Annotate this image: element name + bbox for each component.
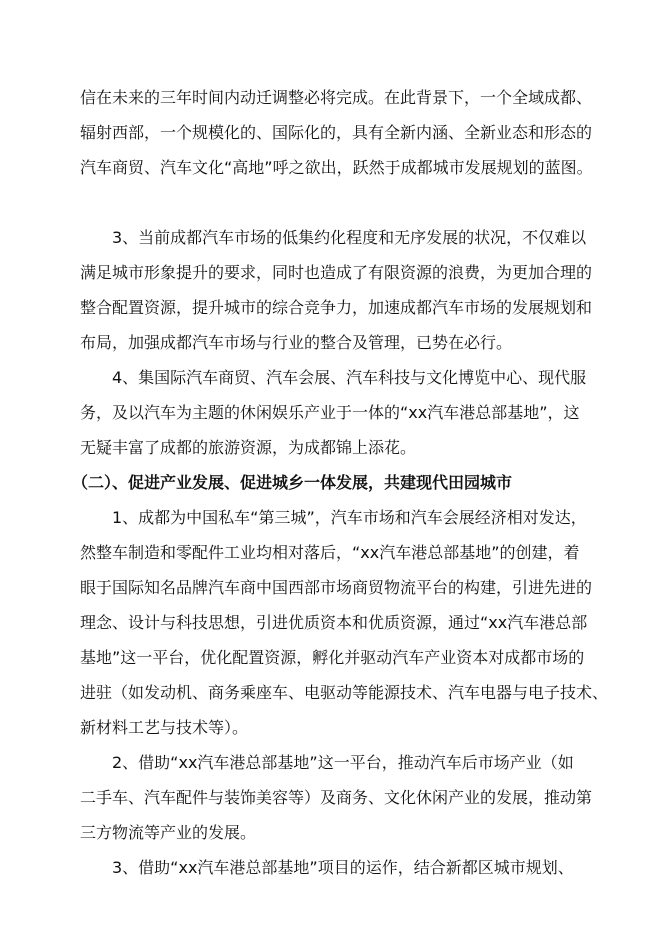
text-line: 基地”这一平台，优化配置资源，孵化并驱动汽车产业资本对成都市场的 <box>80 648 585 667</box>
text-line: 辐射西部，一个规模化的、国际化的，具有全新内涵、全新业态和形态的 <box>80 123 593 142</box>
text-line: 三方物流等产业的发展。 <box>80 823 257 842</box>
text-line: 信在未来的三年时间内动迁调整必将完成。在此背景下，一个全域成都、 <box>80 88 593 107</box>
text-line: 进驻（如发动机、商务乘座车、电驱动等能源技术、汽车电器与电子技术、 <box>80 683 609 702</box>
text-line: 然整车制造和零配件工业均相对落后，“xx汽车港总部基地”的创建，着 <box>80 543 580 562</box>
text-line: 眼于国际知名品牌汽车商中国西部市场商贸物流平台的构建，引进先进的 <box>80 578 593 597</box>
section-heading: （二）、促进产业发展、促进城乡一体发展，共建现代田园城市 <box>72 473 513 492</box>
text-line: 4、集国际汽车商贸、汽车会展、汽车科技与文化博览中心、现代服 <box>112 368 587 387</box>
text-line: 理念、设计与科技思想，引进优质资本和优质资源，通过“xx汽车港总部 <box>80 613 588 632</box>
text-line: 1、成都为中国私车“第三城”，汽车市场和汽车会展经济相对发达， <box>112 508 587 527</box>
text-line: 满足城市形象提升的要求，同时也造成了有限资源的浪费，为更加合理的 <box>80 263 593 282</box>
text-line: 3、当前成都汽车市场的低集约化程度和无序发展的状况，不仅难以 <box>112 228 587 247</box>
text-line: 2、借助“xx汽车港总部基地”这一平台，推动汽车后市场产业（如 <box>112 753 574 772</box>
text-line: 3、借助“xx汽车港总部基地”项目的运作，结合新都区城市规划、 <box>112 858 574 877</box>
text-line: 新材料工艺与技术等）。 <box>80 718 249 737</box>
text-line: 二手车、汽车配件与装饰美容等）及商务、文化休闲产业的发展，推动第 <box>80 788 593 807</box>
text-line: 布局，加强成都汽车市场与行业的整合及管理，已势在必行。 <box>80 333 513 352</box>
text-line: 整合配置资源，提升城市的综合竞争力，加速成都汽车市场的发展规划和 <box>80 298 593 317</box>
text-line: 汽车商贸、汽车文化“高地”呼之欲出，跃然于成都城市发展规划的蓝图。 <box>80 158 593 177</box>
text-line: 务，及以汽车为主题的休闲娱乐产业于一体的“xx汽车港总部基地”，这 <box>80 403 580 422</box>
text-line: 无疑丰富了成都的旅游资源，为成都锦上添花。 <box>80 438 417 457</box>
